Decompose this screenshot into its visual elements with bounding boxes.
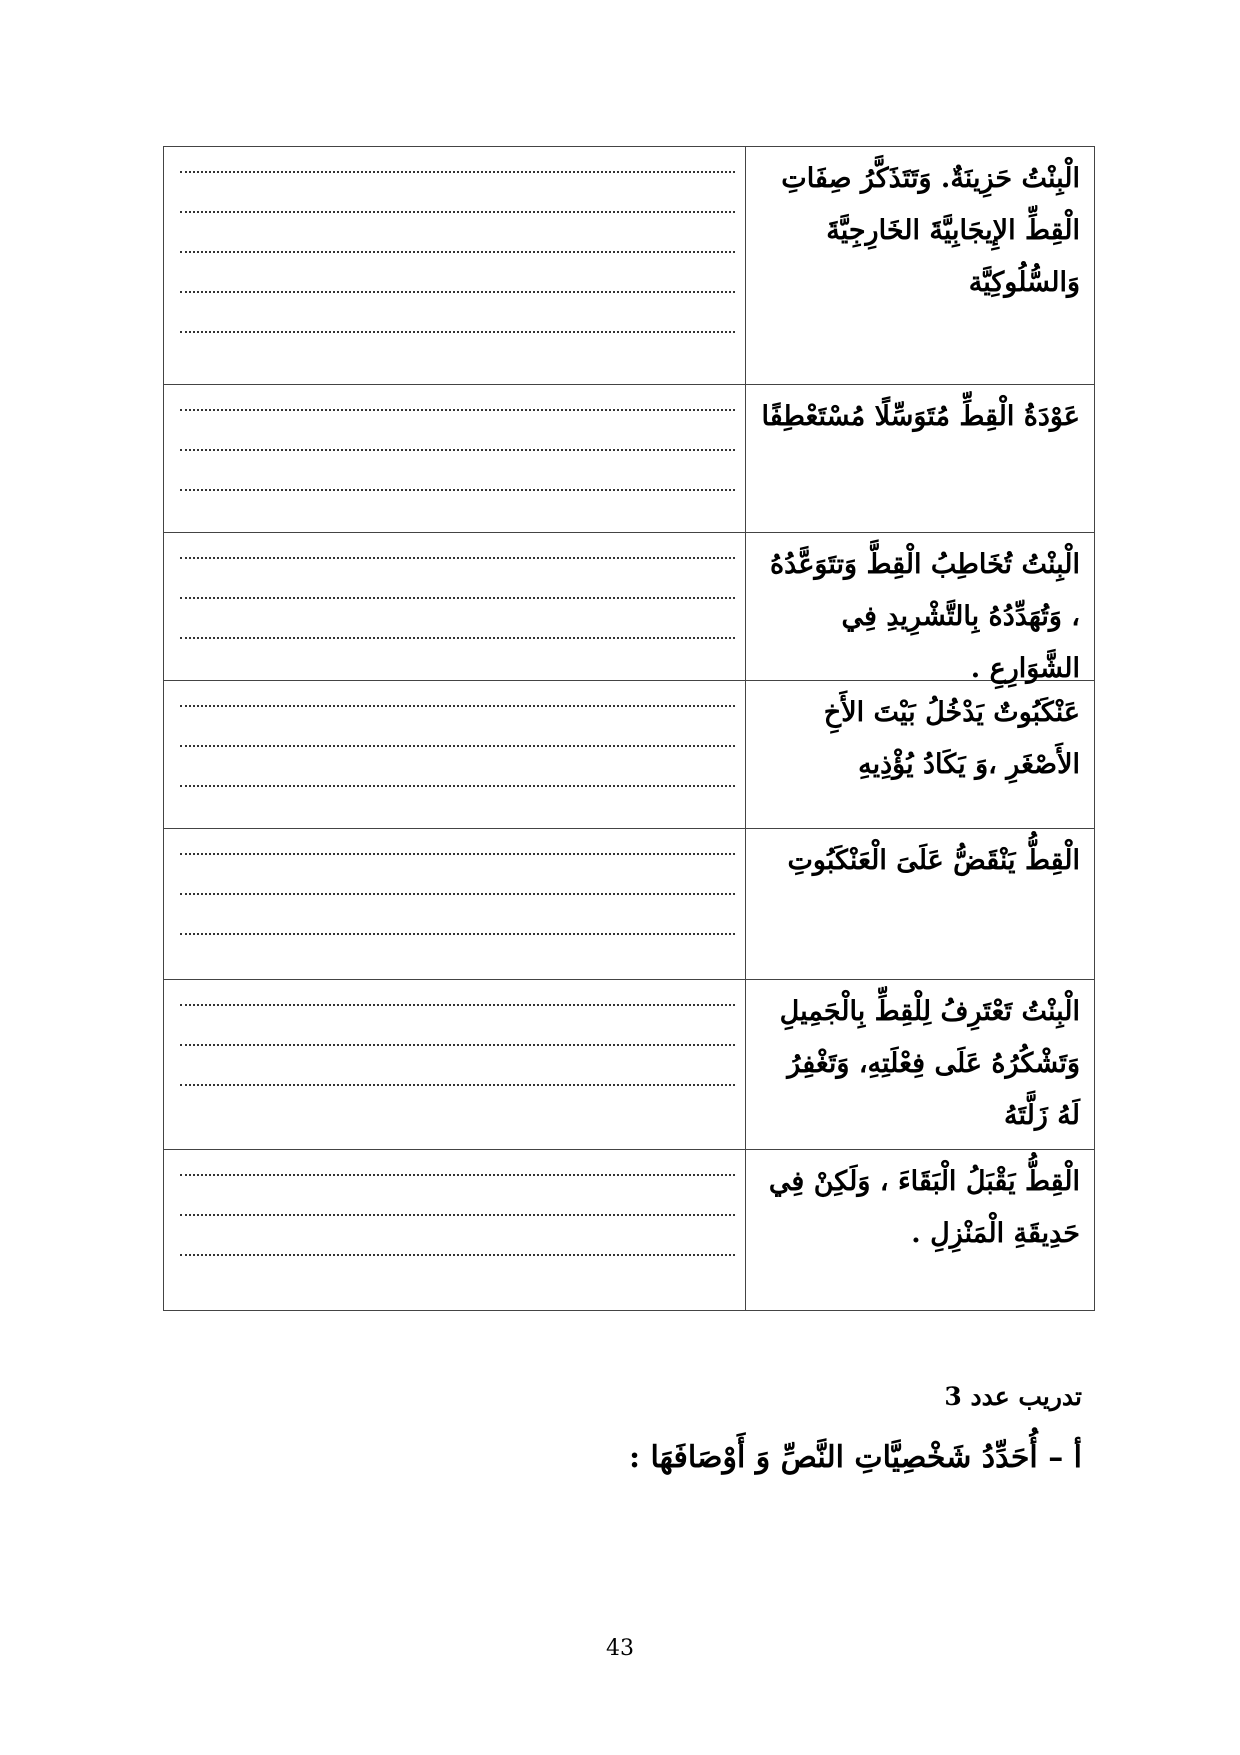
answer-cell[interactable] — [164, 681, 746, 828]
answer-dotted-line[interactable] — [180, 745, 735, 747]
event-text: الْقِطُّ يَنْقَضُّ عَلَىَ الْعَنْكَبُوتِ — [787, 845, 1080, 876]
answer-dotted-line[interactable] — [180, 933, 735, 935]
answer-dotted-line[interactable] — [180, 449, 735, 451]
table-row — [164, 980, 1094, 1150]
table-row — [164, 385, 1094, 533]
answer-cell[interactable] — [164, 385, 746, 532]
answer-dotted-line[interactable] — [180, 1004, 735, 1006]
event-text: الْقِطُّ يَقْبَلُ الْبَقَاءَ ، وَلَكِنْ فِي حَدِيقَةِ الْمَنْزِلِ . — [768, 1166, 1080, 1249]
answer-dotted-line[interactable] — [180, 1174, 735, 1176]
answer-dotted-line[interactable] — [180, 785, 735, 787]
answer-cell[interactable] — [164, 980, 746, 1149]
table-row — [164, 147, 1094, 385]
table-row — [164, 533, 1094, 684]
answer-cell[interactable] — [164, 829, 746, 979]
answer-dotted-line[interactable] — [180, 893, 735, 895]
answer-dotted-line[interactable] — [180, 489, 735, 491]
answer-dotted-line[interactable] — [180, 1044, 735, 1046]
answer-dotted-line[interactable] — [180, 853, 735, 855]
answer-dotted-line[interactable] — [180, 557, 735, 559]
event-text: الْبِنْتُ تَعْتَرِفُ لِلْقِطِّ بِالْجَمِيلِ وَتَشْكُرُهُ عَلَى فِعْلَتِهِ، وَتَغْفِرُ لَهُ زَلَّتَهُ — [779, 996, 1080, 1131]
answer-dotted-line[interactable] — [180, 1214, 735, 1216]
answer-dotted-line[interactable] — [180, 597, 735, 599]
answer-dotted-line[interactable] — [180, 705, 735, 707]
event-text: عَوْدَةُ الْقِطِّ مُتَوَسِّلًا مُسْتَعْطِفًا — [761, 401, 1080, 432]
answer-dotted-line[interactable] — [180, 171, 735, 173]
answer-dotted-line[interactable] — [180, 291, 735, 293]
answer-dotted-line[interactable] — [180, 637, 735, 639]
answer-dotted-line[interactable] — [180, 251, 735, 253]
answer-dotted-line[interactable] — [180, 1084, 735, 1086]
answer-cell[interactable] — [164, 1150, 746, 1310]
event-text: الْبِنْتُ تُخَاطِبُ الْقِطَّ وَتتَوَعَّدُهُ ، وَتُهَدِّدُهُ بِالتَّشْرِيدِ فِي الشَّوَارِعِ . — [770, 549, 1080, 684]
answer-dotted-line[interactable] — [180, 211, 735, 213]
page-number: 43 — [606, 1636, 634, 1661]
table-row — [164, 829, 1094, 980]
answer-dotted-line[interactable] — [180, 331, 735, 333]
exercise-title: تدريب عدد 3 — [944, 1382, 1082, 1411]
answer-cell[interactable] — [164, 147, 746, 384]
answer-dotted-line[interactable] — [180, 409, 735, 411]
events-table — [163, 146, 1095, 1311]
table-row — [164, 1150, 1094, 1310]
answer-dotted-line[interactable] — [180, 1254, 735, 1256]
exercise-instruction: أ – أُحَدِّدُ شَخْصِيَّاتِ النَّصِّ وَ أَوْصَافَهَا : — [629, 1440, 1082, 1475]
event-text: عَنْكَبُوتٌ يَدْخُلُ بَيْتَ الأَخِ الأَصْغَرِ ،وَ يَكَادُ يُؤْذِيهِ — [823, 697, 1080, 780]
table-row — [164, 681, 1094, 829]
answer-cell[interactable] — [164, 533, 746, 680]
event-text: الْبِنْتُ حَزِينَةٌ. وَتَتَذَكَّرُ صِفَاتِ الْقِطِّ الإِيجَابِيَّةَ الخَارِجِيَّةَ وَالسُّلُوكِيَّة — [781, 163, 1080, 298]
